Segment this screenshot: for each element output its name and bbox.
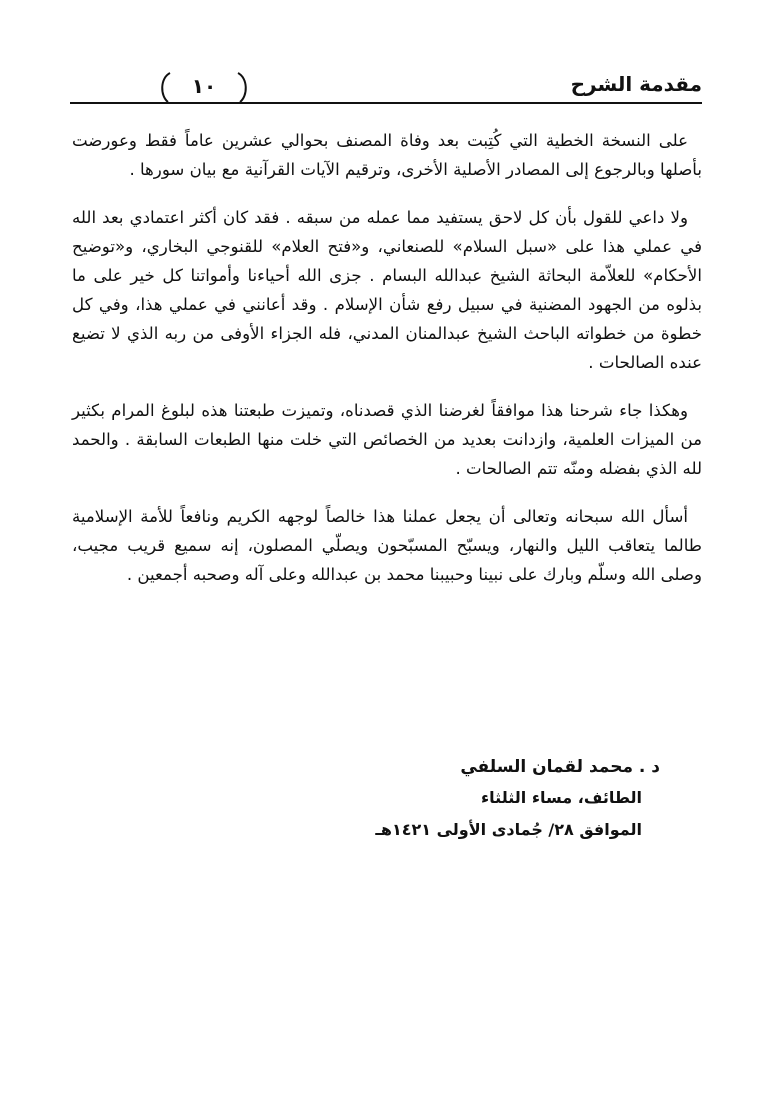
- author-name: د . محمد لقمان السلفي: [460, 757, 660, 777]
- page-number-frame: [158, 70, 250, 104]
- running-title: مقدمة الشرح: [570, 72, 702, 96]
- signature-date: الموافق ٢٨/ جُمادى الأولى ١٤٢١هـ: [375, 820, 642, 839]
- page-header: [70, 70, 702, 114]
- paragraph-3: وهكذا جاء شرحنا هذا موافقاً لغرضنا الذي قصدناه، وتميزت طبعتنا هذه لبلوغ المرام بكثير من الميزات العلمية، وازدانت بعديد من الخصائص التي خلت منها الطبعات السابقة . والحمد لله الذي بفضله ومنّه تتم الصالحات .: [72, 401, 702, 478]
- paragraph-2: ولا داعي للقول بأن كل لاحق يستفيد مما عمله من سبقه . فقد كان أكثر اعتمادي بعد الله في عملي هذا على «سبل السلام» للصنعاني، و«فتح العلام» للقنوجي البخاري، و«توضيح الأحكام» للعلاّمة البحاثة الشيخ عبدالله البسام . جزى الله أحياءنا وأمواتنا كل خير على ما بذلوه من الجهود المضنية في سبيل رفع شأن الإسلام . وقد أعانني في عملي هذا، وفي كل خطوة من خطواته الباحث الشيخ عبدالمنان المدني، فله الجزاء الأوفى من ربه الذي لا تضيع عنده الصالحات .: [72, 208, 702, 372]
- signature-block: [300, 752, 660, 846]
- header-divider: [70, 102, 702, 104]
- body-text: [72, 126, 702, 589]
- paragraph-4: أسأل الله سبحانه وتعالى أن يجعل عملنا هذا خالصاً لوجهه الكريم ونافعاً للأمة الإسلامية طالما يتعاقب الليل والنهار، ويسبّح المسبّحون ويصلّي المصلون، إنه سميع قريب مجيب، وصلى الله وسلّم وبارك على نبينا وحبيبنا محمد بن عبدالله وعلى آله وصحبه أجمعين .: [72, 507, 702, 584]
- page-number: ١٠: [191, 74, 217, 98]
- paragraph-1: على النسخة الخطية التي كُتِبت بعد وفاة المصنف بحوالي عشرين عاماً فقط وعورضت بأصلها وبالرجوع إلى المصادر الأصلية الأخرى، وترقيم الآيات القرآنية مع بيان سورها .: [72, 131, 702, 179]
- signature-place-time: الطائف، مساء الثلثاء: [480, 788, 642, 807]
